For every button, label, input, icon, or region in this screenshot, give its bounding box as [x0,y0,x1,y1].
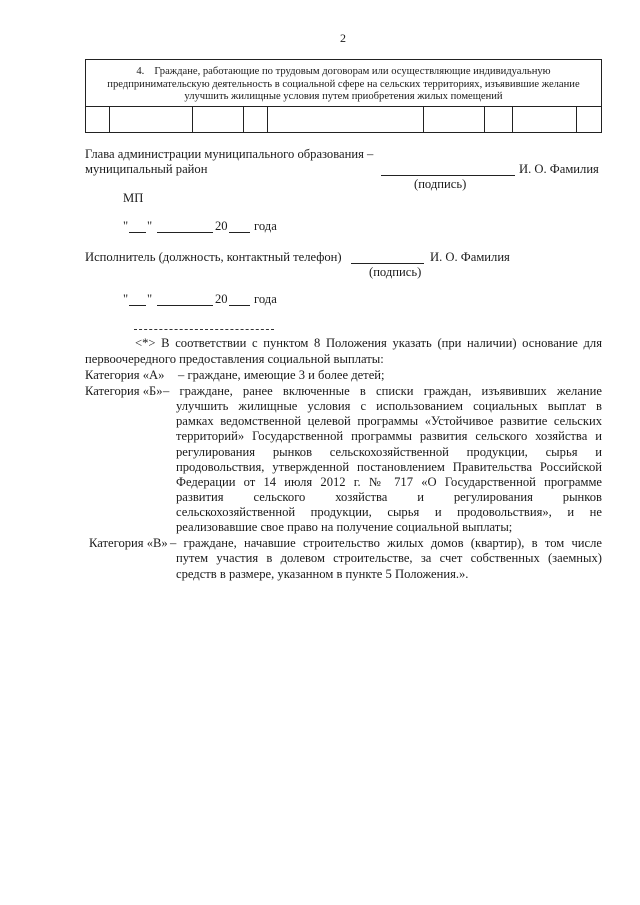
year-prefix: 20 [215,292,228,306]
category-b-line: Федерации от 14 июля 2012 г. № 717 «О Государственной программе [176,475,602,490]
table-cell-divider [192,107,193,132]
year-suffix: года [254,292,277,306]
head-signature-line [381,175,515,176]
category-v-text [170,536,602,551]
table-header-text: Граждане, работающие по трудовым договорам или осуществляющие индивидуальную [154,66,551,77]
date-quote-open: " [123,292,129,306]
table-cell-divider [243,107,244,132]
table-cell-divider [512,107,513,132]
table-cell-divider [267,107,268,132]
head-title-line1: Глава администрации муниципального образования – [85,147,374,161]
category-b-line: сельскохозяйственной продукции, сырья и продовольствия», и не [176,505,602,520]
year-prefix: 20 [215,219,228,233]
category-v-text [176,551,602,566]
executor-name: И. О. Фамилия [430,250,510,264]
category-b-line: территорий» Государственной программы развития сельского хозяйства и [176,429,602,444]
table-header-line: предпринимательскую деятельность в социальной сфере на сельских территориях, изъявившие желание [107,78,580,90]
day-blank [129,232,146,233]
category-b-line: регулирования рынков сельскохозяйственной продукции, сырья и [176,444,602,459]
date-quote-close: " [147,292,153,306]
footnote-intro-line2: первоочередного предоставления социальной выплаты: [85,352,384,366]
footnote-intro-line1: <*> В соответствии с пунктом 8 Положения указать (при наличии) основание для [135,336,602,350]
month-blank [157,232,213,233]
category-b-line: рамках ведомственной целевой программы «Устойчивое развитие сельских [176,414,602,429]
category-b-line-last: реализовавшие свое право на получение социальной выплаты; [176,520,513,534]
category-a-text: – граждане, имеющие 3 и более детей; [178,368,385,382]
executor-label: Исполнитель (должность, контактный телефон) [85,250,342,264]
year-suffix: года [254,219,277,233]
category-v-line: – граждане, начавшие строительство жилых домов (квартир), в том числе [170,536,602,550]
head-title-line2: муниципальный район [85,162,208,176]
date-quote-close: " [147,219,153,233]
month-blank [157,305,213,306]
category-table [85,59,602,133]
table-cell-divider [484,107,485,132]
table-cell-divider [423,107,424,132]
stamp-mark: МП [123,191,144,205]
footnote-separator [134,329,274,330]
category-v-label: Категория «В» [89,536,168,550]
table-row-number: 4. [136,66,145,77]
category-b-line: – граждане, ранее включенные в списки граждан, изъявивших желание [163,384,602,398]
table-cell-divider [576,107,577,132]
category-v-line-last: средств в размере, указанном в пункте 5 Положения.». [176,567,469,581]
category-v-line: путем участия в долевом строительстве, за счет собственных (заемных) [176,551,602,565]
executor-signature-line [351,263,424,264]
category-b-line: продовольствия, утвержденной постановлением Правительства Российской [176,459,602,474]
table-header-line [86,66,601,79]
head-name: И. О. Фамилия [519,162,599,176]
head-signature-caption: (подпись) [414,177,467,191]
table-cell-divider [109,107,110,132]
page-number: 2 [340,31,346,45]
year-blank [229,232,250,233]
category-b-text [163,384,602,399]
category-b-text [176,399,602,521]
date-quote-open: " [123,219,129,233]
executor-signature-caption: (подпись) [369,265,422,279]
table-header-row [86,60,601,107]
category-a-label: Категория «А» [85,368,165,382]
category-b-line: развития сельского хозяйства и регулирования рынков [176,490,602,505]
category-b-line: улучшить жилищные условия с использованием социальных выплат в [176,399,602,413]
year-blank [229,305,250,306]
category-b-label: Категория «Б» [85,384,163,398]
table-header-line: улучшить жилищные условия путем приобретения жилых помещений [184,91,503,102]
day-blank [129,305,146,306]
